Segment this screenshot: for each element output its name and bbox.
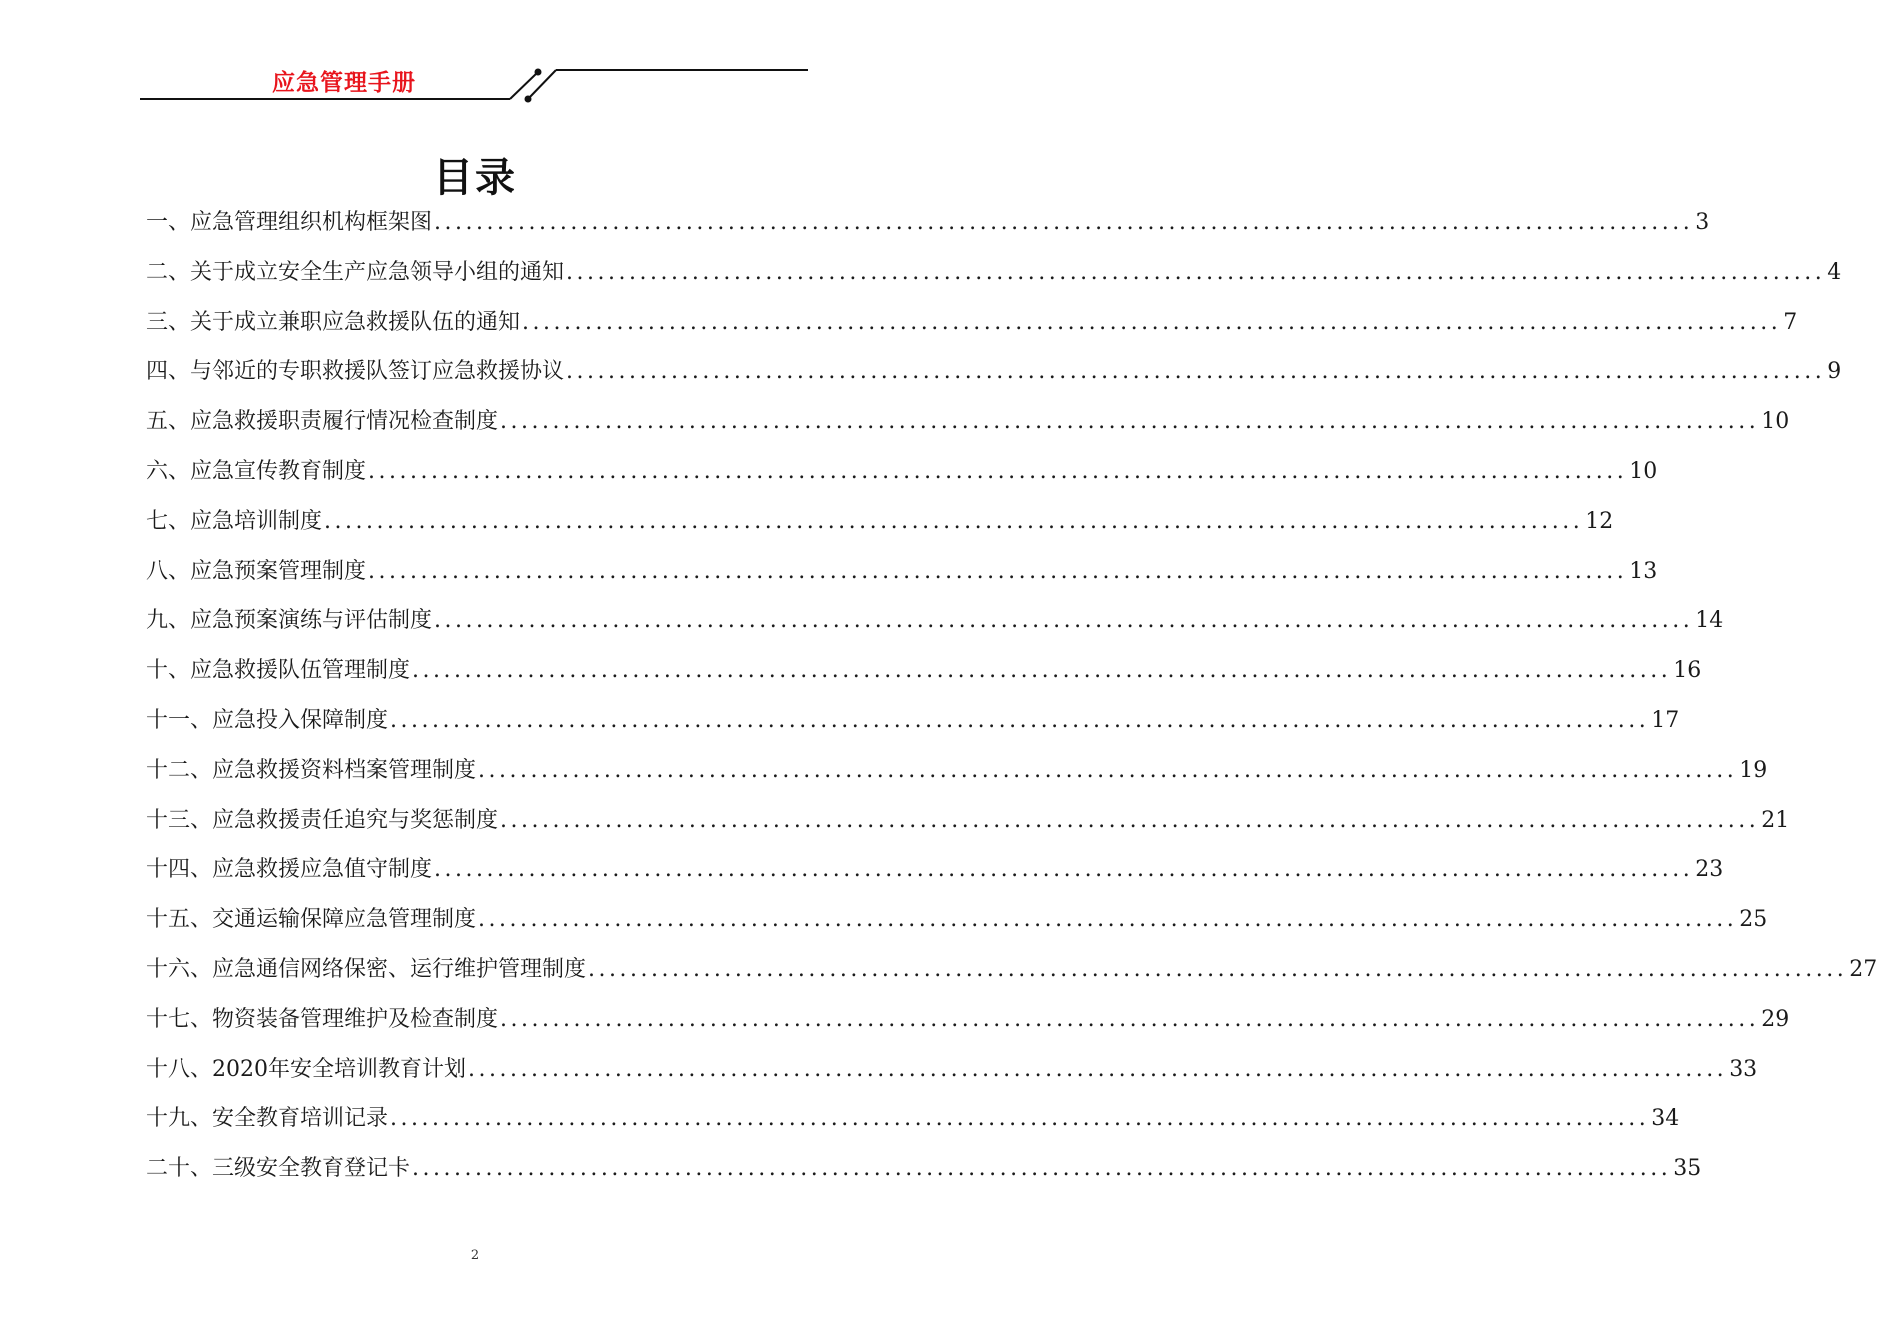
toc-dot-leader: ........................................................................................................................: [500, 807, 1760, 833]
toc-entry[interactable]: [146, 995, 1790, 1045]
toc-dot-leader: ........................................................................................................................: [412, 658, 1672, 684]
toc-entry-page: 3: [1695, 210, 1710, 235]
toc-entry-label: 八、应急预案管理制度: [146, 558, 367, 584]
toc-dot-leader: ........................................................................................................................: [412, 1156, 1672, 1182]
toc-entry-page: 10: [1629, 458, 1658, 484]
toc-entry-label: 七、应急培训制度: [146, 508, 323, 534]
toc-dot-leader: ........................................................................................................................: [478, 757, 1738, 783]
toc-entry[interactable]: [146, 447, 1658, 497]
toc-entry-label: 十四、应急救援应急值守制度: [146, 857, 433, 883]
toc-entry-page: 23: [1695, 857, 1724, 883]
toc-entry-label: 十七、物资装备管理维护及检查制度: [146, 1006, 499, 1032]
toc-entry-page: 4: [1827, 259, 1842, 285]
toc-entry-page: 21: [1761, 807, 1790, 833]
toc-entry[interactable]: [146, 696, 1680, 746]
toc-dot-leader: ........................................................................................................................: [478, 907, 1738, 933]
toc-entry-label: 十八、2020年安全培训教育计划: [146, 1056, 466, 1082]
toc-entry[interactable]: [146, 397, 1790, 447]
toc-entry-label: 二、关于成立安全生产应急领导小组的通知: [146, 259, 565, 285]
toc-entry-label: 十三、应急救援责任追究与奖惩制度: [146, 807, 499, 833]
toc-list: [146, 198, 1877, 1194]
toc-entry-page: 7: [1783, 309, 1798, 335]
toc-entry-page: 16: [1673, 658, 1702, 684]
toc-entry[interactable]: [146, 895, 1768, 945]
toc-entry[interactable]: [146, 945, 1877, 995]
toc-entry[interactable]: [146, 845, 1724, 895]
toc-entry-label: 十六、应急通信网络保密、运行维护管理制度: [146, 956, 587, 982]
header-rule-graphic: [0, 0, 950, 130]
toc-entry-page: 14: [1695, 608, 1724, 634]
toc-entry-page: 13: [1629, 558, 1658, 584]
toc-entry-page: 25: [1739, 907, 1768, 933]
toc-entry-label: 二十、三级安全教育登记卡: [146, 1156, 411, 1182]
toc-entry[interactable]: [146, 596, 1724, 646]
toc-entry-page: 29: [1761, 1006, 1790, 1032]
toc-dot-leader: ........................................................................................................................: [522, 309, 1782, 335]
toc-heading: 目录: [433, 155, 517, 201]
toc-entry[interactable]: [146, 1045, 1758, 1095]
toc-entry-label: 十一、应急投入保障制度: [146, 707, 389, 733]
toc-entry-page: 17: [1651, 707, 1680, 733]
toc-entry-page: 27: [1849, 956, 1877, 982]
toc-dot-leader: ........................................................................................................................: [368, 558, 1628, 584]
toc-dot-leader: ........................................................................................................................: [368, 458, 1628, 484]
toc-dot-leader: ........................................................................................................................: [434, 857, 1694, 883]
toc-dot-leader: ........................................................................................................................: [434, 608, 1694, 634]
toc-dot-leader: ........................................................................................................................: [500, 1006, 1760, 1032]
toc-dot-leader: ........................................................................................................................: [434, 210, 1694, 235]
toc-entry[interactable]: [146, 298, 1798, 348]
toc-entry[interactable]: [146, 248, 1842, 298]
toc-entry-label: 十二、应急救援资料档案管理制度: [146, 757, 477, 783]
toc-dot-leader: ........................................................................................................................: [390, 1106, 1650, 1132]
toc-entry[interactable]: [146, 1094, 1680, 1144]
toc-entry-label: 四、与邻近的专职救援队签订应急救援协议: [146, 359, 565, 385]
toc-entry[interactable]: [146, 347, 1842, 397]
toc-entry[interactable]: [146, 646, 1702, 696]
toc-entry-page: 10: [1761, 409, 1790, 435]
toc-entry-label: 三、关于成立兼职应急救援队伍的通知: [146, 309, 521, 335]
toc-entry-label: 十五、交通运输保障应急管理制度: [146, 907, 477, 933]
toc-entry-page: 12: [1585, 508, 1614, 534]
toc-entry[interactable]: [146, 198, 1710, 248]
header-title: 应急管理手册: [272, 70, 416, 96]
toc-entry[interactable]: [146, 746, 1768, 796]
toc-entry-page: 9: [1827, 359, 1842, 385]
toc-entry[interactable]: [146, 497, 1614, 547]
toc-entry-page: 33: [1729, 1056, 1758, 1082]
toc-entry-page: 19: [1739, 757, 1768, 783]
header-node-dot: [525, 96, 532, 103]
toc-entry-label: 一、应急管理组织机构框架图: [146, 210, 433, 235]
page-header: [0, 0, 950, 130]
toc-entry-label: 五、应急救援职责履行情况检查制度: [146, 409, 499, 435]
toc-dot-leader: ........................................................................................................................: [324, 508, 1584, 534]
toc-entry[interactable]: [146, 796, 1790, 846]
toc-entry-label: 六、应急宣传教育制度: [146, 458, 367, 484]
toc-entry-label: 十、应急救援队伍管理制度: [146, 658, 411, 684]
toc-entry[interactable]: [146, 1144, 1702, 1194]
toc-dot-leader: ........................................................................................................................: [390, 707, 1650, 733]
toc-entry-label: 九、应急预案演练与评估制度: [146, 608, 433, 634]
toc-entry-label: 十九、安全教育培训记录: [146, 1106, 389, 1132]
toc-entry-page: 34: [1651, 1106, 1680, 1132]
toc-dot-leader: ........................................................................................................................: [468, 1056, 1728, 1082]
header-rule-diagonal-lower: [528, 70, 556, 99]
toc-entry-page: 35: [1673, 1156, 1702, 1182]
header-node-dot: [535, 69, 542, 76]
toc-dot-leader: ........................................................................................................................: [500, 409, 1760, 435]
toc-dot-leader: ........................................................................................................................: [588, 956, 1848, 982]
toc-dot-leader: ........................................................................................................................: [566, 359, 1826, 385]
page-number: 2: [470, 1248, 480, 1263]
toc-entry[interactable]: [146, 547, 1658, 597]
toc-dot-leader: ........................................................................................................................: [566, 259, 1826, 285]
header-rule-diagonal-upper: [510, 72, 538, 99]
